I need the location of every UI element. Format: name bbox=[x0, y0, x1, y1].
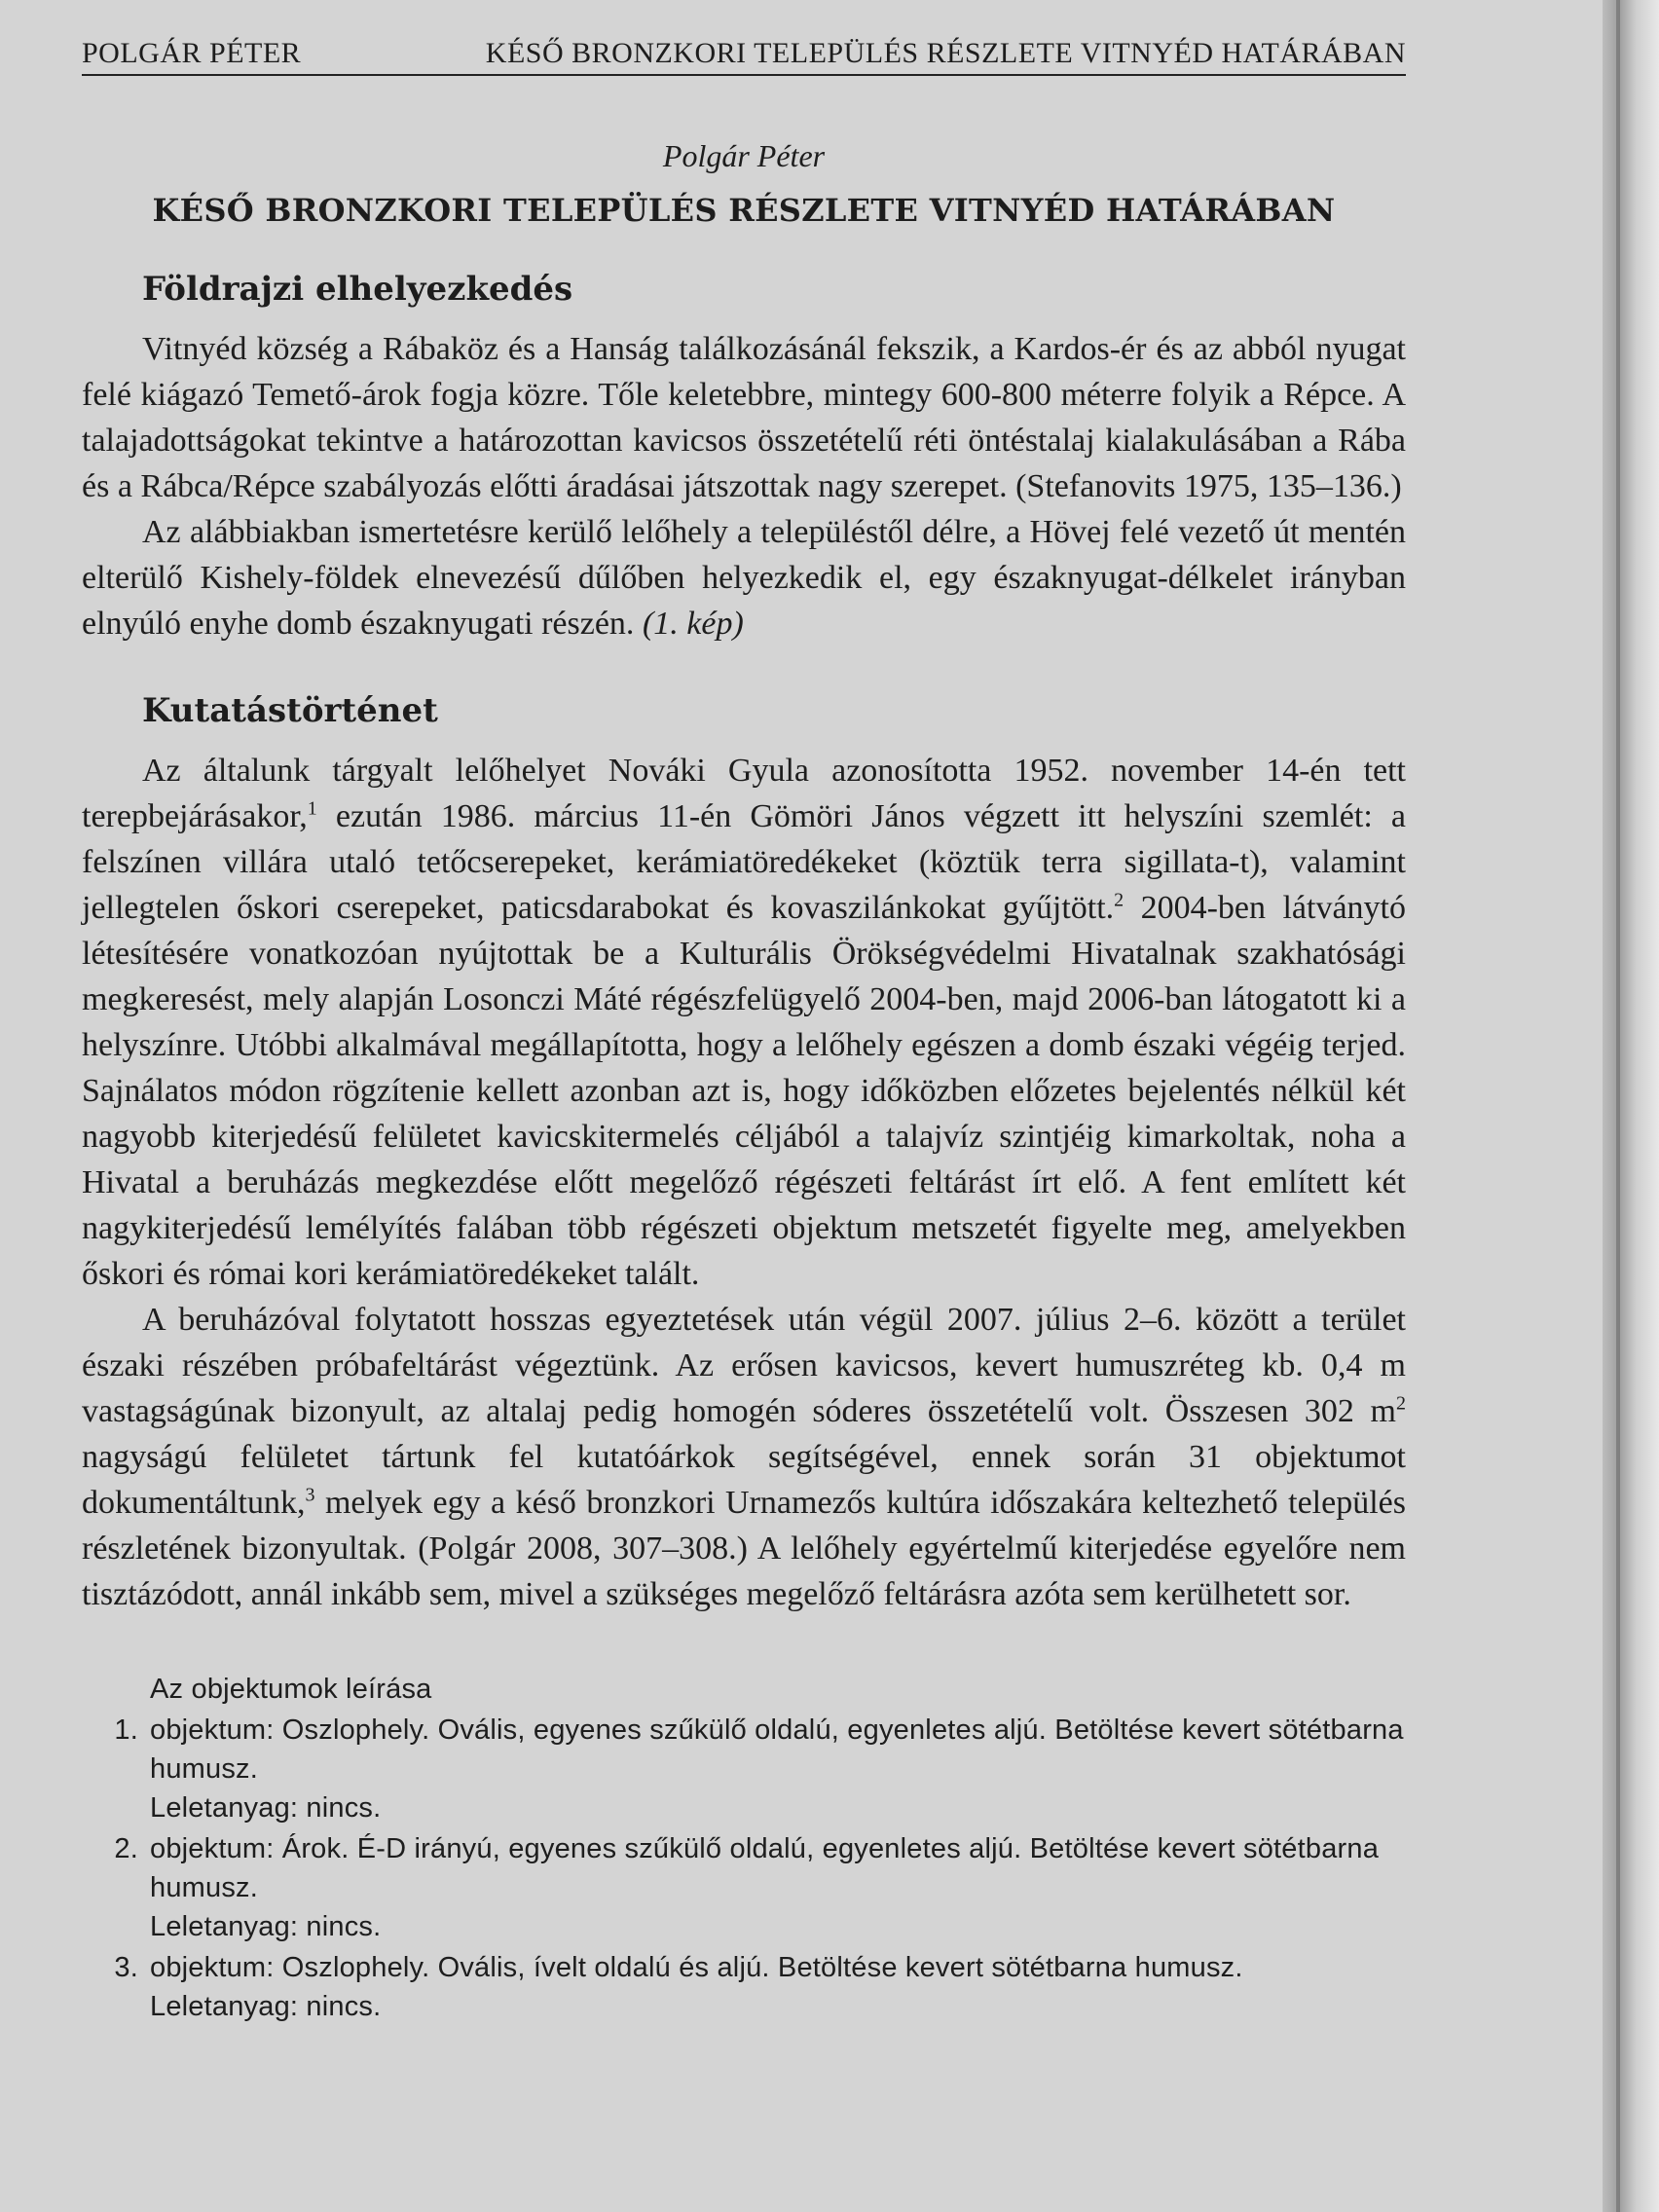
section-heading-research-history: Kutatástörténet bbox=[142, 691, 438, 730]
object-finds: Leletanyag: nincs. bbox=[150, 1911, 382, 1942]
object-text: objektum: Oszlophely. Ovális, ívelt oldalú és aljú. Betöltése kevert sötétbarna humusz. bbox=[150, 1952, 1243, 1983]
research-paragraph-1 bbox=[82, 748, 1406, 1297]
geography-paragraph-2-text: Az alábbiakban ismertetésre kerülő lelőhely a településtől délre, a Hövej felé vezető út mentén elterülő Kishely-földek elnevezésű dűlőben helyezkedik el, egy északnyugat-délkelet irányban elnyúló enyhe domb északnyugati részén. bbox=[82, 514, 1406, 642]
object-number: 1. bbox=[114, 1714, 138, 1746]
section-heading-geography: Földrajzi elhelyezkedés bbox=[142, 270, 573, 309]
research-p2-part-c: melyek egy a késő bronzkori Urnamezős kultúra időszakára keltezhető település részletének bizonyultak. (Polgár 2008, 307–308.) A lelőhely egyértelmű kiterjedése egyelőre nem tisztázódott, annál inkább sem, mivel a szükséges megelőző feltárásra azóta sem kerülhetett sor. bbox=[82, 1485, 1406, 1612]
object-text: objektum: Oszlophely. Ovális, egyenes szűkülő oldalú, egyenletes aljú. Betöltése kevert sötétbarna humusz. bbox=[150, 1714, 1404, 1785]
research-p1-part-a: Az általunk tárgyalt lelőhelyet Nováki Gyula azonosította 1952. november 14-én tett terepbejárásakor, bbox=[82, 753, 1406, 834]
objects-list-heading: Az objektumok leírása bbox=[150, 1674, 432, 1705]
footnote-marker-2[interactable]: 2 bbox=[1114, 889, 1124, 911]
objects-list-section bbox=[82, 1670, 1406, 2026]
object-description bbox=[150, 1711, 1406, 1827]
object-list-item bbox=[82, 1829, 1406, 1946]
running-header bbox=[82, 27, 1406, 76]
footnote-marker-1[interactable]: 1 bbox=[307, 797, 317, 820]
article-title: KÉSŐ BRONZKORI TELEPÜLÉS RÉSZLETE VITNYÉD HATÁRÁBAN bbox=[152, 192, 1336, 229]
object-number: 3. bbox=[114, 1952, 138, 1983]
object-description bbox=[150, 1829, 1406, 1946]
square-meter-superscript: 2 bbox=[1396, 1392, 1406, 1415]
binding-stripe bbox=[1616, 0, 1620, 2212]
research-p1-part-b: ezután 1986. március 11-én Gömöri János végzett itt helyszíni szemlét: a felszínen villára utaló tetőcserepeket, kerámiatöredékeket (köztük terra sigillata-t), valamint jellegtelen őskori cserepeket, paticsdarabokat és kovaszilánkokat gyűjtött. bbox=[82, 798, 1406, 926]
geography-paragraph-1: Vitnyéd község a Rábaköz és a Hanság találkozásánál fekszik, a Kardos-ér és az abból nyugat felé kiágazó Temető-árok fogja közre. Tőle keletebbre, mintegy 600-800 méterre folyik a Répce. A talajadottságokat tekintve a határozottan kavicsos összetételű réti öntéstalaj kialakulásában a Rába és a Rábca/Répce szabályozás előtti áradásai játszottak nagy szerepet. (Stefanovits 1975, 135–136.) bbox=[82, 331, 1406, 504]
geography-paragraph-2 bbox=[82, 509, 1406, 646]
research-p2-part-a: A beruházóval folytatott hosszas egyeztetések után végül 2007. július 2–6. között a terület északi részében próbafeltárást végeztünk. Az erősen kavicsos, kevert humuszréteg kb. 0,4 m vastagságúnak bizonyult, az altalaj pedig homogén sóderes összetételű volt. Összesen 302 m bbox=[82, 1302, 1406, 1429]
object-finds: Leletanyag: nincs. bbox=[150, 1991, 382, 2022]
object-list-item bbox=[82, 1711, 1406, 1827]
page-binding-edge bbox=[1603, 0, 1659, 2212]
object-finds: Leletanyag: nincs. bbox=[150, 1792, 382, 1824]
header-author: POLGÁR PÉTER bbox=[82, 37, 302, 69]
research-p2-part-b: nagyságú felületet tártunk fel kutatóárkok segítségével, ennek során 31 objektumot dokumentáltunk, bbox=[82, 1439, 1406, 1521]
header-title: KÉSŐ BRONZKORI TELEPÜLÉS RÉSZLETE VITNYÉD HATÁRÁBAN bbox=[485, 37, 1406, 69]
object-description bbox=[150, 1948, 1406, 2026]
object-list-item bbox=[82, 1948, 1406, 2026]
article-author: Polgár Péter bbox=[662, 138, 826, 173]
figure-reference: (1. kép) bbox=[642, 606, 744, 642]
research-p1-part-c: 2004-ben látványtó létesítésére vonatkozóan nyújtottak be a Kulturális Örökségvédelmi Hivatalnak szakhatósági megkeresést, mely alapján Losonczi Máté régészfelügyelő 2004-ben, majd 2006-ban látogatott ki a helyszínre. Utóbbi alkalmával megállapította, hogy a lelőhely egészen a domb északi végéig terjed. Sajnálatos módon rögzítenie kellett azonban azt is, hogy időközben előzetes bejelentés nélkül két nagyobb kiterjedésű felületet kavicskitermelés céljából a talajvíz szintjéig kimarkoltak, noha a Hivatal a beruházás megkezdése előtt megelőző régészeti feltárást írt elő. A fent említett két nagykiterjedésű lemélyítés falában több régészeti objektum metszetét figyelte meg, amelyekben őskori és római kori kerámiatöredékeket talált. bbox=[82, 890, 1406, 1292]
document-page bbox=[82, 27, 1406, 2026]
object-number: 2. bbox=[114, 1833, 138, 1864]
footnote-marker-3[interactable]: 3 bbox=[305, 1484, 315, 1506]
object-text: objektum: Árok. É-D irányú, egyenes szűkülő oldalú, egyenletes aljú. Betöltése kevert sötétbarna humusz. bbox=[150, 1833, 1380, 1903]
research-paragraph-2 bbox=[82, 1297, 1406, 1617]
